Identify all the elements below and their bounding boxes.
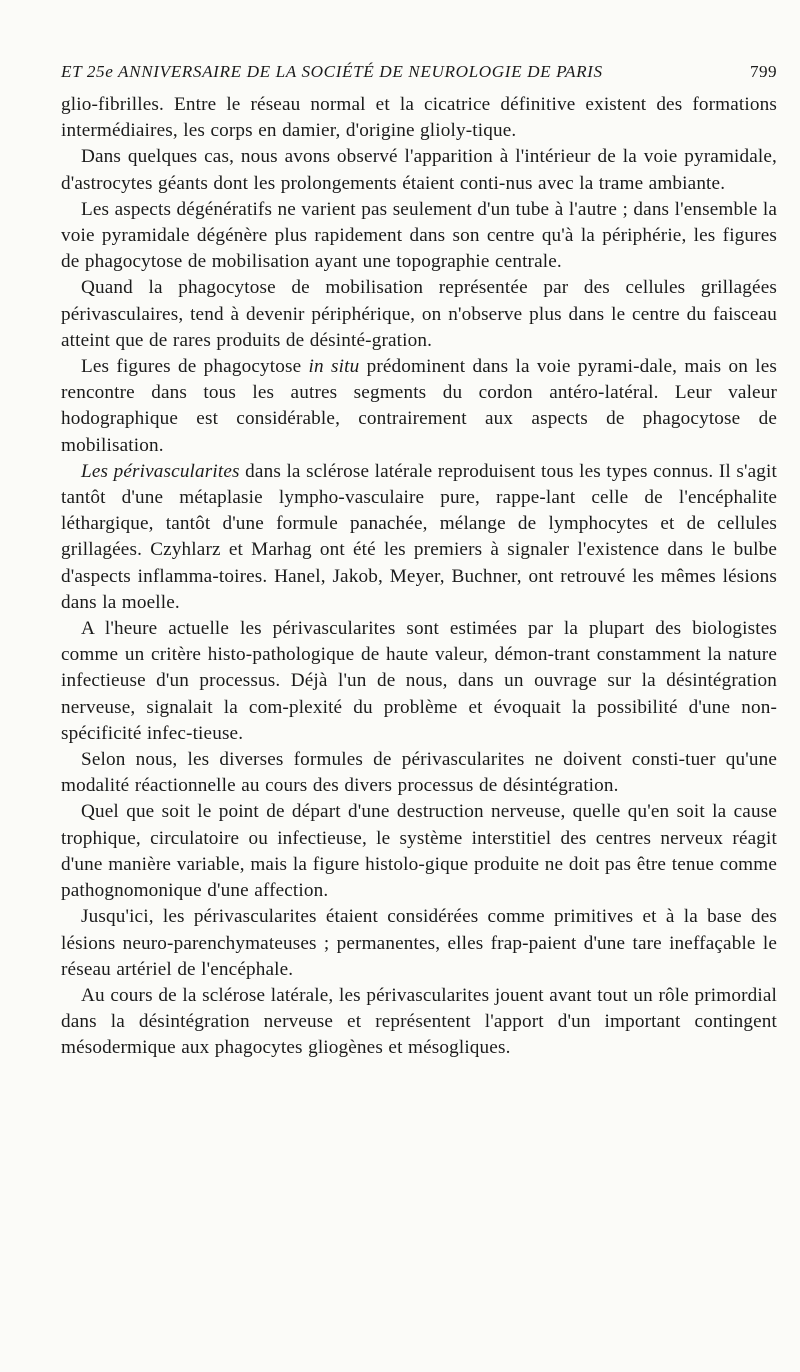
paragraph-8: Selon nous, les diverses formules de périvascularites ne doivent consti-tuer qu'une modalité réactionnelle au cours des divers processus de désintégration. <box>61 749 777 797</box>
running-title: ET 25e ANNIVERSAIRE DE LA SOCIÉTÉ DE NEUROLOGIE DE PARIS <box>61 62 603 81</box>
paragraph-7: A l'heure actuelle les périvascularites sont estimées par la plupart des biologistes comme un critère histo-pathologique de haute valeur, démon-trant constamment la nature infectieuse d'un processus. Déjà l'un de nous, dans un ouvrage sur la désintégration nerveuse, signalait la com-plexité du problème et évoquait la possibilité d'une non-spécificité infec-tieuse. <box>61 618 777 744</box>
paragraph-1: glio-fibrilles. Entre le réseau normal et la cicatrice définitive existent des formations intermédiaires, les corps en damier, d'origine glioly-tique. <box>61 94 777 142</box>
paragraph-4: Quand la phagocytose de mobilisation représentée par des cellules grillagées périvasculaires, tend à devenir périphérique, on n'observe plus dans le centre du faisceau atteint que de rares produits de désinté-gration. <box>61 277 777 351</box>
paragraph-9: Quel que soit le point de départ d'une destruction nerveuse, quelle qu'en soit la cause trophique, circulatoire ou infectieuse, le système interstitiel des centres nerveux réagit d'une manière variable, mais la figure histolo-gique produite ne doit pas être tenue comme pathognomonique d'une affection. <box>61 801 777 902</box>
paragraph-2: Dans quelques cas, nous avons observé l'apparition à l'intérieur de la voie pyramidale, d'astrocytes géants dont les prolongements étaient conti-nus avec la trame ambiante. <box>61 146 777 194</box>
paragraph-5-rest: prédominent dans la voie pyrami-dale, mais on les rencontre dans tous les autres segments du cordon antéro-latéral. Leur valeur hodographique est considérable, contrairement aux aspects de phagocytose de mobilisation. <box>61 356 777 456</box>
paragraph-3: Les aspects dégénératifs ne varient pas seulement d'un tube à l'autre ; dans l'ensemble la voie pyramidale dégénère plus rapidement dans son centre qu'à la périphérie, les figures de phagocytose de mobilisation ayant une topographie centrale. <box>61 198 777 273</box>
page <box>61 60 777 1062</box>
page-number: 799 <box>750 62 777 81</box>
paragraph-6-italic: Les périvascularites <box>81 460 240 482</box>
paragraph-11: Au cours de la sclérose latérale, les périvascularites jouent avant tout un rôle primordial dans la désintégration nerveuse et représentent l'apport d'un important contingent mésodermique aux phagocytes gliogènes et mésogliques. <box>61 984 777 1059</box>
running-header <box>61 60 777 84</box>
paragraph-5-italic: in situ <box>308 356 360 378</box>
paragraph-10: Jusqu'ici, les périvascularites étaient considérées comme primitives et à la base des lésions neuro-parenchymateuses ; permanentes, elles frap-paient d'une tare ineffaçable le réseau artériel de l'encéphale. <box>61 906 777 980</box>
paragraph-5-lead: Les figures de phagocytose <box>81 356 309 378</box>
paragraph-5 <box>61 354 777 459</box>
paragraph-6-rest: dans la sclérose latérale reproduisent tous les types connus. Il s'agit tantôt d'une métaplasie lympho-vasculaire pure, rappe-lant celle de l'encéphalite léthargique, tantôt d'une formule panachée, mélange de lymphocytes et de cellules grillagées. Czyhlarz et Marhag ont été les premiers à signaler l'existence dans le bulbe d'aspects inflamma-toires. Hanel, Jakob, Meyer, Buchner, ont retrouvé les mêmes lésions dans la moelle. <box>61 460 777 613</box>
paragraph-6 <box>61 459 777 616</box>
body-text <box>61 92 777 1062</box>
